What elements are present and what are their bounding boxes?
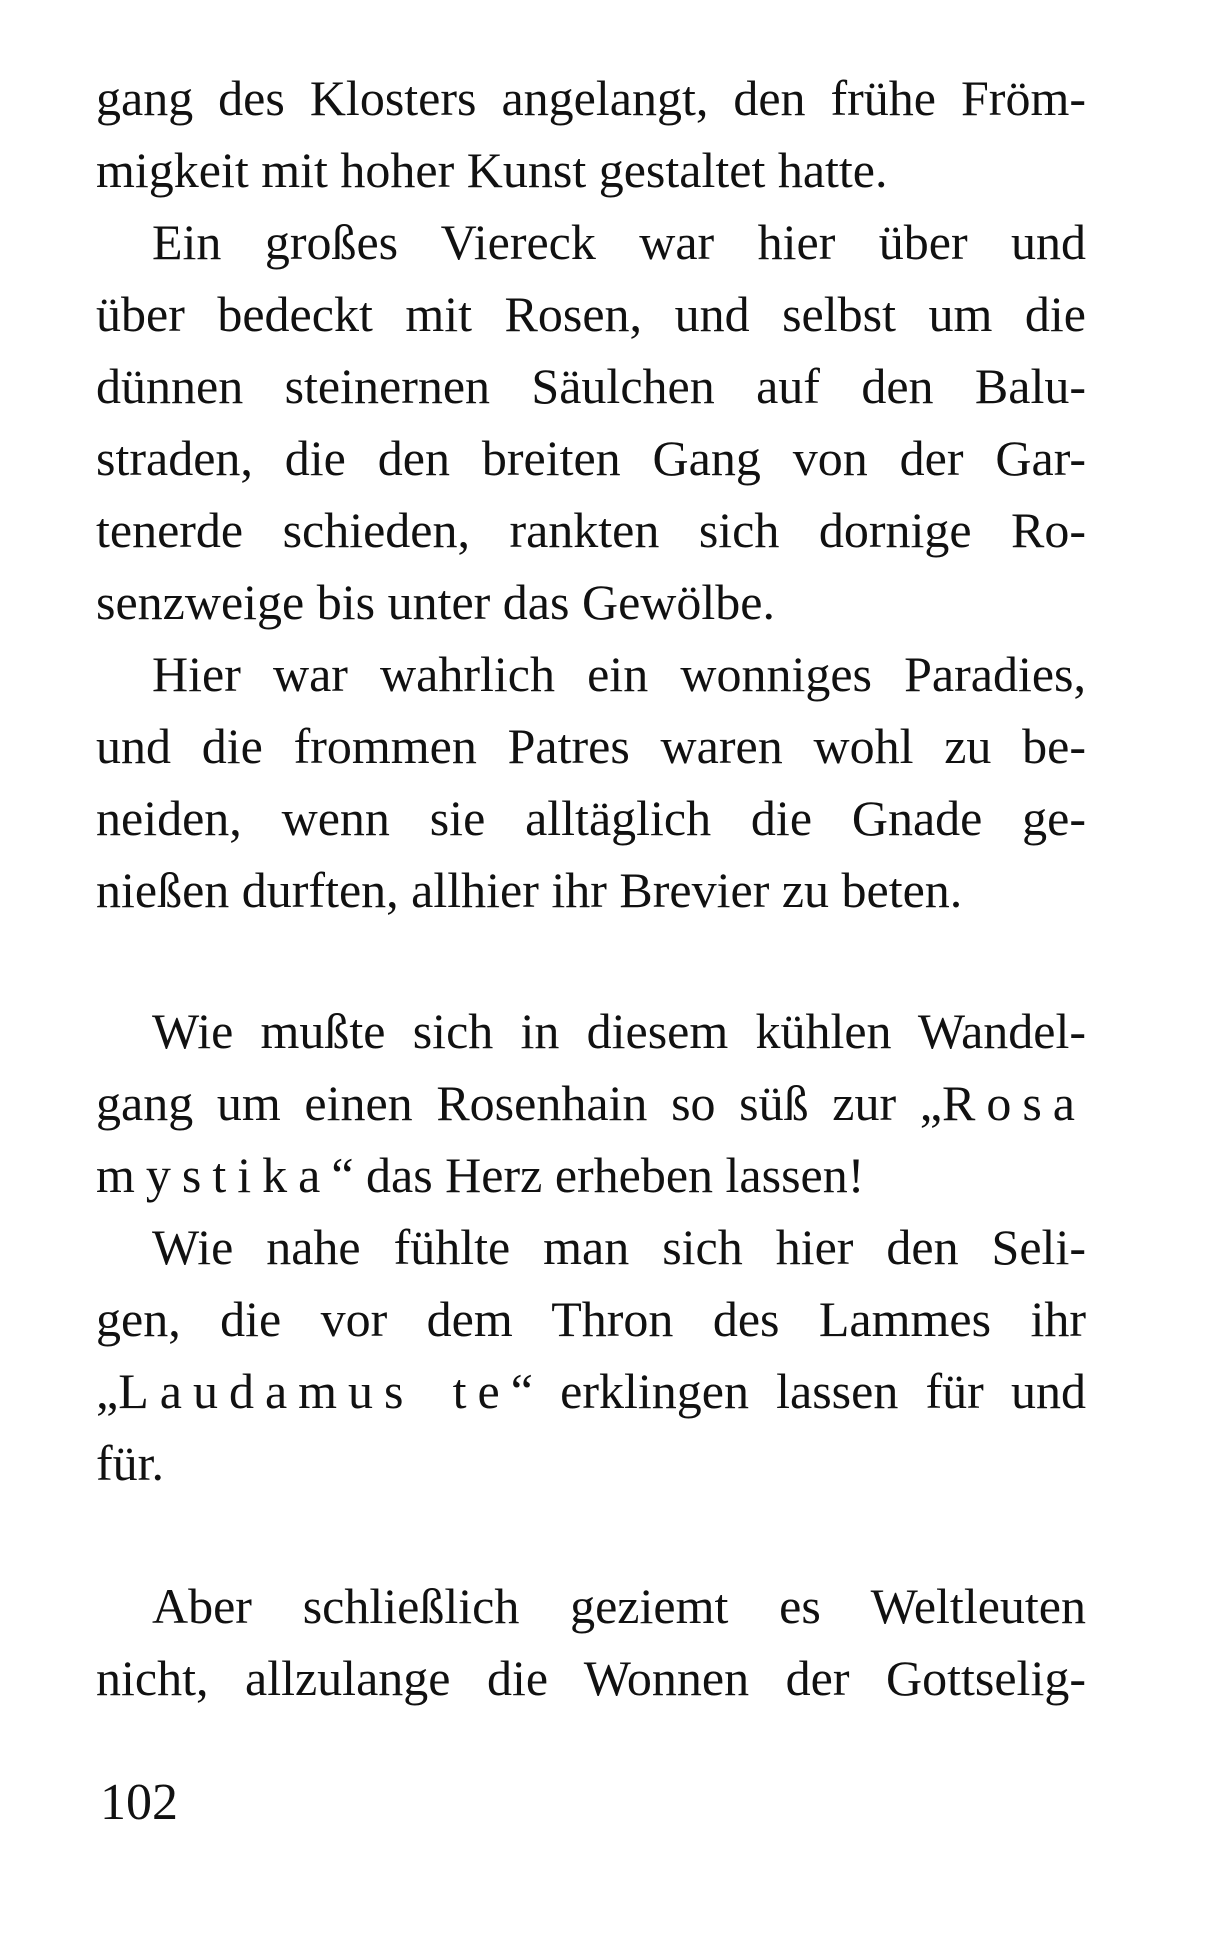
paragraph-5 — [96, 1211, 1086, 1499]
text-line: über bedeckt mit Rosen, und selbst um die — [96, 286, 1086, 342]
spaced-emphasis: Rosa — [942, 1075, 1086, 1131]
text-line: gen, die vor dem Thron des Lammes ihr — [96, 1291, 1086, 1347]
text-line: Wie nahe fühlte man sich hier den Seli- — [152, 1219, 1086, 1275]
text-line: dünnen steinernen Säulchen auf den Balu- — [96, 358, 1086, 414]
page-number: 102 — [100, 1774, 178, 1831]
text-line: tenerde schieden, rankten sich dornige Ro- — [96, 502, 1086, 558]
text-line: senzweige bis unter das Gewölbe. — [96, 574, 775, 630]
text-line: Ein großes Viereck war hier über und — [152, 214, 1086, 270]
paragraph-3 — [96, 638, 1086, 926]
paragraph-1 — [96, 62, 1086, 206]
text-line: für. — [96, 1435, 165, 1491]
text-line: gang des Klosters angelangt, den frühe Fröm- — [96, 70, 1086, 126]
text-line: und die frommen Patres waren wohl zu be- — [96, 718, 1086, 774]
text-line: migkeit mit hoher Kunst gestaltet hatte. — [96, 142, 888, 198]
paragraph-4 — [96, 995, 1086, 1211]
text-line: Hier war wahrlich ein wonniges Paradies, — [152, 646, 1086, 702]
text-line-spaced: gang um einen Rosenhain so süß zur „Rosa — [96, 1075, 1086, 1131]
text-line: neiden, wenn sie alltäglich die Gnade ge- — [96, 790, 1086, 846]
spaced-emphasis: mystika — [96, 1147, 332, 1203]
spaced-emphasis: Laudamus te — [118, 1363, 511, 1419]
paragraph-6 — [96, 1570, 1086, 1714]
text-line: nicht, allzulange die Wonnen der Gottselig- — [96, 1650, 1086, 1706]
text-line: Aber schließlich geziemt es Weltleuten — [152, 1578, 1086, 1634]
text-line-spaced: „Laudamus te“ erklingen lassen für und — [96, 1363, 1086, 1419]
paragraph-2 — [96, 206, 1086, 638]
text-line: Wie mußte sich in diesem kühlen Wandel- — [152, 1003, 1086, 1059]
text-line: straden, die den breiten Gang von der Gar- — [96, 430, 1086, 486]
text-line: nießen durften, allhier ihr Brevier zu beten. — [96, 862, 963, 918]
text-line-spaced: mystika“ das Herz erheben lassen! — [96, 1147, 865, 1203]
